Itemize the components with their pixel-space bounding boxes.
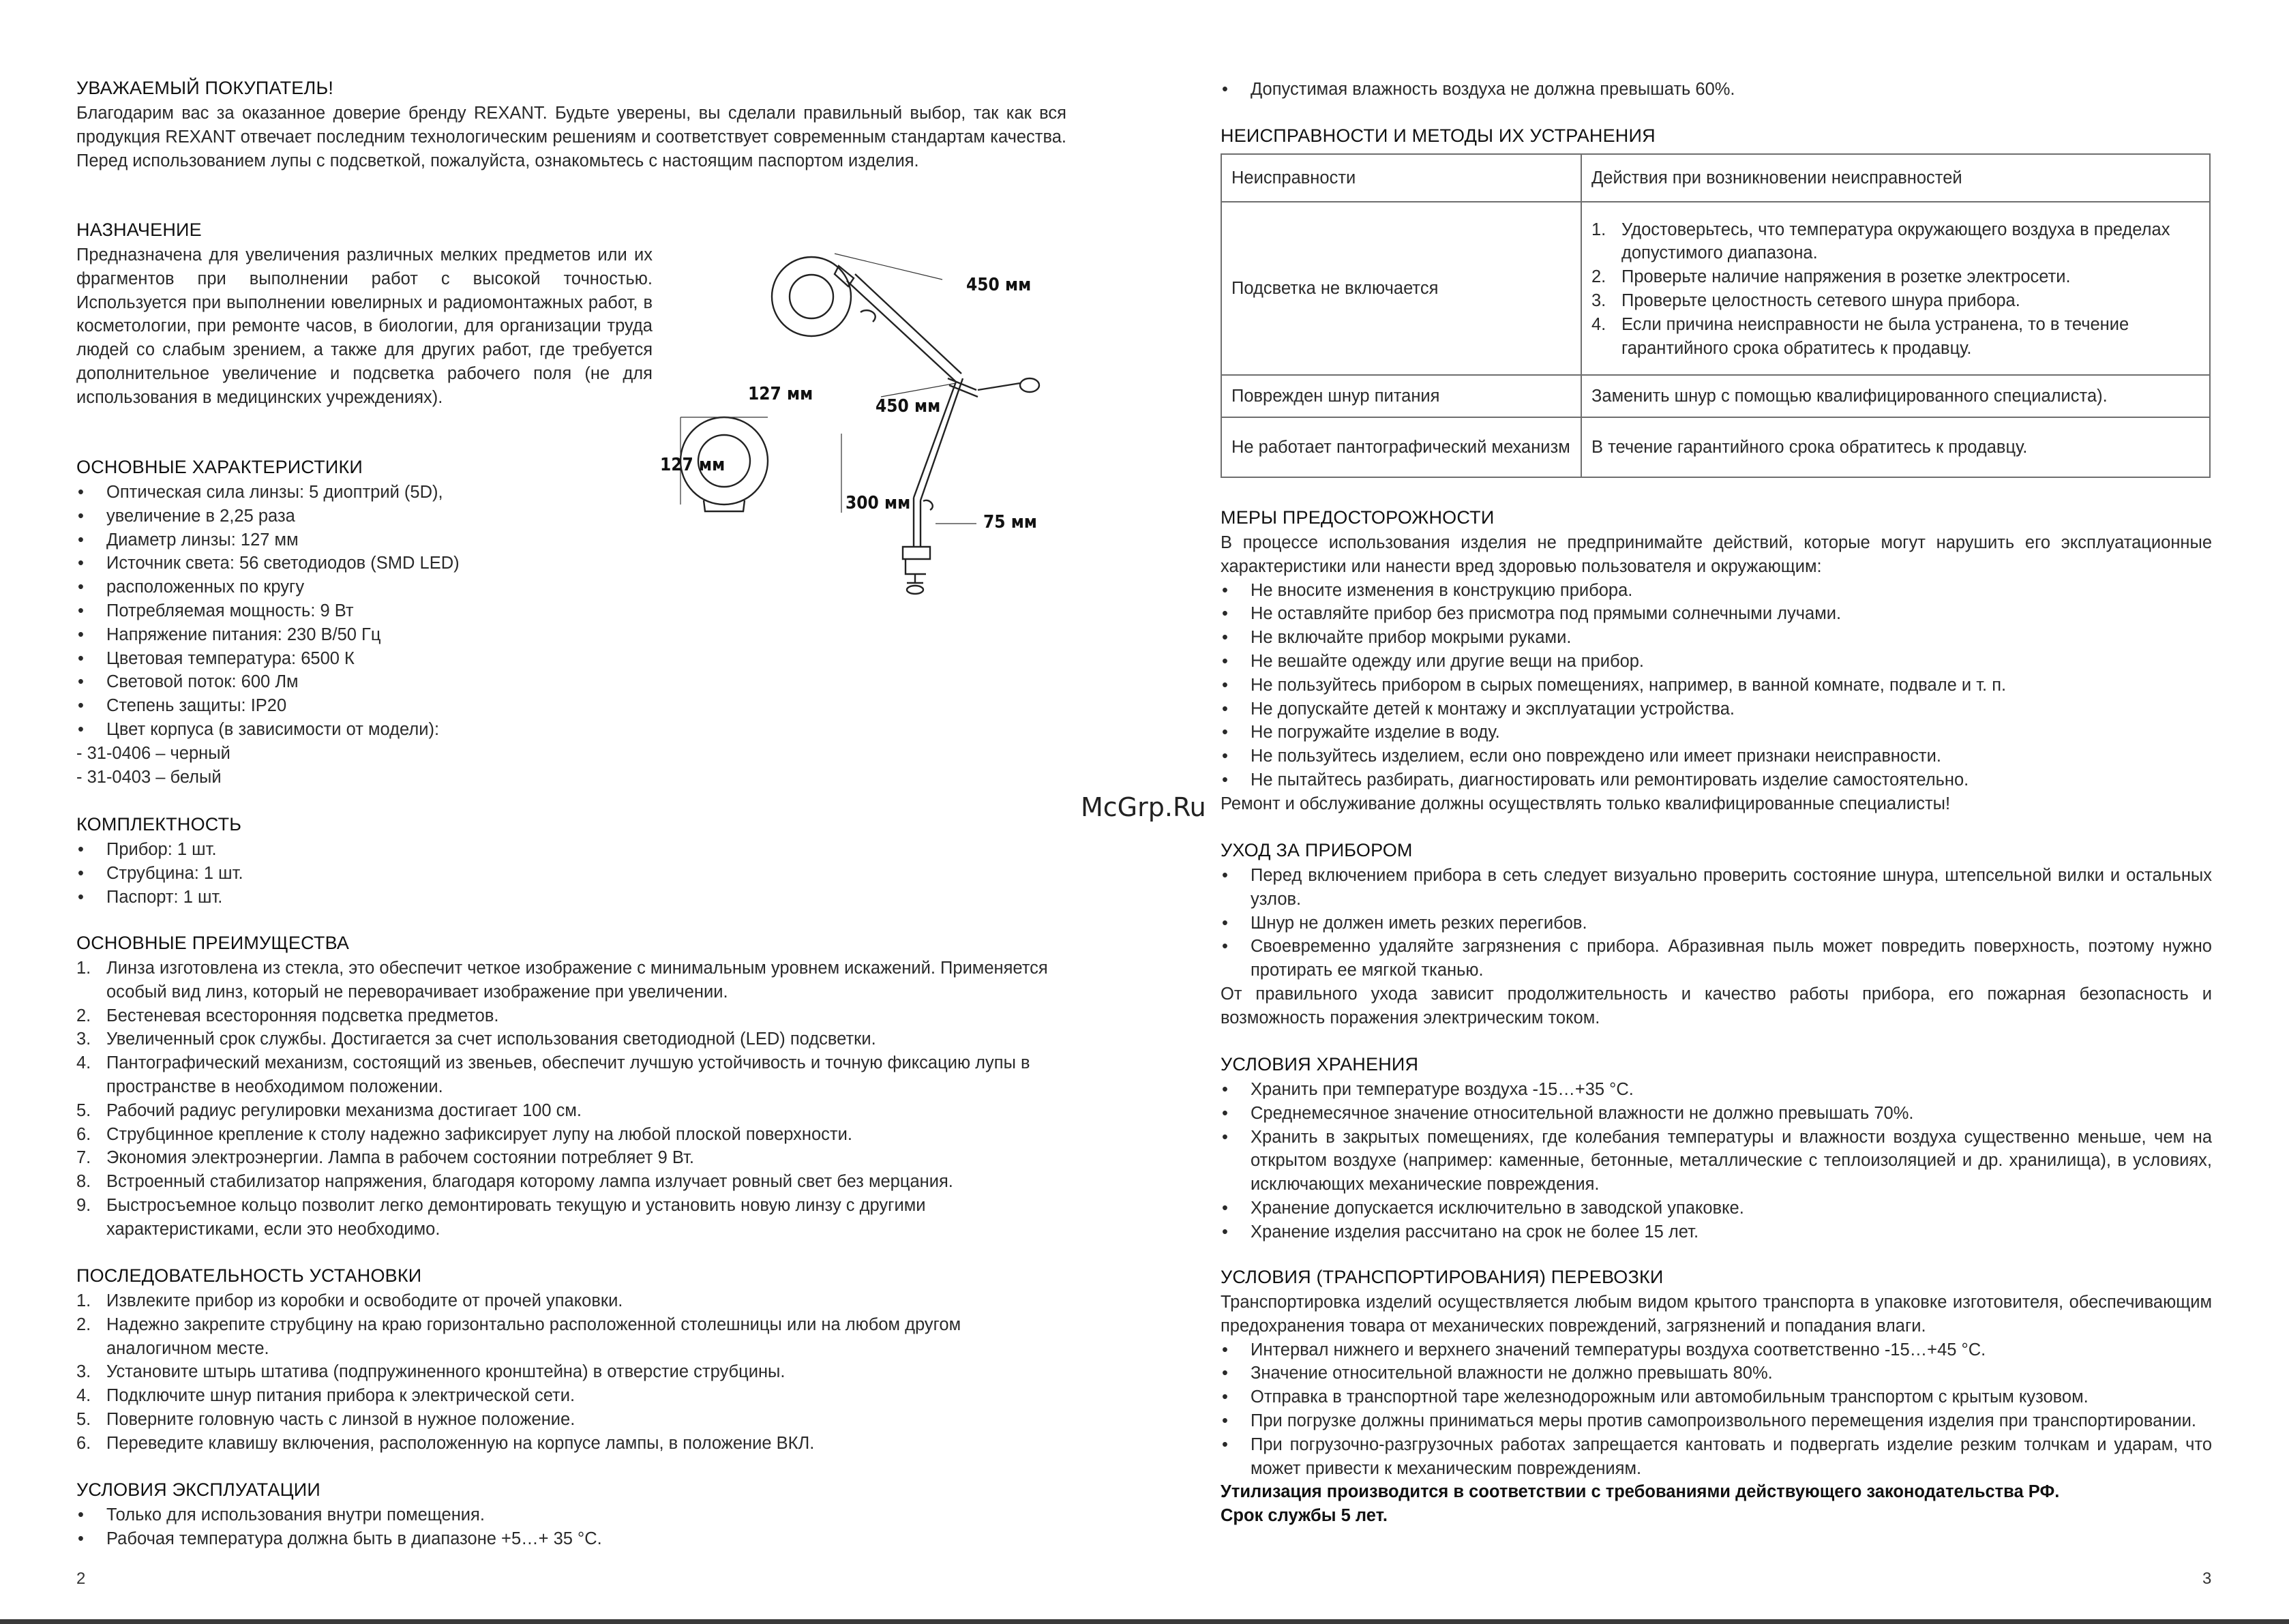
lamp-counterweight	[1020, 378, 1039, 392]
list-item: • Не вешайте одежду или другие вещи на прибор.	[1221, 650, 2212, 674]
list-item: • Не включайте прибор мокрыми руками.	[1221, 626, 2212, 650]
table-cell-fault: Подсветка не включается	[1221, 202, 1581, 375]
list-item	[76, 1432, 1066, 1456]
lifetime-note: Срок службы 5 лет.	[1221, 1506, 1388, 1526]
specs-title: ОСНОВНЫЕ ХАРАКТЕРИСТИКИ	[76, 457, 363, 477]
dimension-labels	[660, 275, 1037, 532]
list-item	[1591, 313, 2200, 361]
watermark: McGrp.Ru	[1081, 792, 1206, 822]
list-item-number: 6.	[76, 1124, 91, 1144]
list-item-text: Если причина неисправности не была устранена, то в течение гарантийного срока обратитесь к продавцу.	[1621, 314, 2129, 358]
table-cell-action: В течение гарантийного срока обратитесь к продавцу.	[1581, 417, 2210, 477]
greeting-title: УВАЖАЕМЫЙ ПОКУПАТЕЛЬ!	[76, 78, 334, 98]
list-item: • Цвет корпуса (в зависимости от модели):	[76, 718, 653, 742]
bottom-rule	[0, 1619, 2289, 1624]
trouble-actions-list	[1591, 217, 2200, 361]
contents-section	[76, 813, 653, 909]
table-cell-action: Заменить шнур с помощью квалифицированного специалиста).	[1581, 375, 2210, 417]
lamp-spring-rod	[978, 383, 1020, 390]
list-item: • Значение относительной влажности не должно превышать 80%.	[1221, 1362, 2212, 1385]
list-item: • Хранение изделия рассчитано на срок не более 15 лет.	[1221, 1220, 2212, 1244]
lamp-head-hinge	[835, 266, 854, 286]
lamp-head-ring	[772, 257, 851, 336]
list-item: • Своевременно удаляйте загрязнения с прибора. Абразивная пыль может повредить поверхность, поэтому нужно протирать ее мягкой тканью.	[1221, 935, 2212, 982]
precautions-intro: В процессе использования изделия не предпринимайте действий, которые могут нарушить его эксплуатационные характеристики или нанести вред здоровью пользователя и окружающим:	[1221, 533, 2212, 576]
list-item: • Степень защиты: IP20	[76, 694, 653, 718]
list-item: • Оптическая сила линзы: 5 диоптрий (5D),	[76, 481, 653, 505]
list-item: • Хранение допускается исключительно в заводской упаковке.	[1221, 1197, 2212, 1220]
operation-title: УСЛОВИЯ ЭКСПЛУАТАЦИИ	[76, 1479, 320, 1500]
table-cell-actions	[1581, 202, 2210, 375]
list-item	[76, 1004, 1066, 1028]
list-item: • Не пользуйтесь изделием, если оно повреждено или имеет признаки неисправности.	[1221, 745, 2212, 768]
lamp-knob-upper	[861, 310, 876, 322]
page-number-left: 2	[76, 1569, 86, 1588]
list-item-text: Увеличенный срок службы. Достигается за счет использования светодиодной (LED) подсветки.	[106, 1029, 876, 1049]
list-item	[76, 1289, 1066, 1313]
list-item-number: 4.	[76, 1053, 91, 1073]
list-item: • Диаметр линзы: 127 мм	[76, 528, 653, 552]
list-item-text: Экономия электроэнергии. Лампа в рабочем состоянии потребляет 9 Вт.	[106, 1148, 694, 1168]
storage-title: УСЛОВИЯ ХРАНЕНИЯ	[1221, 1054, 1419, 1074]
list-item	[76, 1384, 1066, 1408]
installation-title: ПОСЛЕДОВАТЕЛЬНОСТЬ УСТАНОВКИ	[76, 1265, 422, 1286]
list-item-text: Встроенный стабилизатор напряжения, благодаря которому лампа излучает ровный свет без мерцания.	[106, 1172, 953, 1192]
operation-section	[76, 1478, 1066, 1551]
care-list	[1221, 864, 2212, 982]
list-item-number: 3.	[76, 1029, 91, 1049]
list-item: • Хранить при температуре воздуха -15…+35 °С.	[1221, 1078, 2212, 1102]
list-item-number: 3.	[1591, 291, 1606, 310]
list-item-number: 5.	[76, 1100, 91, 1120]
troubleshooting-title: НЕИСПРАВНОСТИ И МЕТОДЫ ИХ УСТРАНЕНИЯ	[1221, 125, 1656, 146]
list-item-number: 2.	[76, 1314, 91, 1334]
list-item-number: 1.	[1591, 220, 1606, 239]
greeting-section	[76, 76, 1066, 172]
list-item-number: 3.	[76, 1362, 91, 1382]
list-item: • увеличение в 2,25 раза	[76, 505, 653, 528]
table-row	[1221, 417, 2210, 477]
transport-section	[1221, 1265, 2212, 1528]
greeting-text: Благодарим вас за оказанное доверие бренду REXANT. Будьте уверены, вы сделали правильный выбор, так как вся продукция REXANT отвечает последним технологическим решениям и соответствует современным стандартам качества. Перед использованием лупы с подсветкой, пожалуйста, ознакомьтесь с настоящим паспортом изделия.	[76, 104, 1066, 170]
list-item	[76, 1360, 1066, 1384]
lamp-head-lens	[790, 275, 833, 318]
lamp-clamp-knob	[907, 586, 923, 594]
dim-label-lens-height: 127 мм	[660, 455, 725, 475]
list-item	[76, 1170, 1066, 1194]
list-item	[76, 1408, 1066, 1432]
purpose-section	[76, 218, 653, 410]
table-header-row	[1221, 154, 2210, 202]
list-item: • Шнур не должен иметь резких перегибов.	[1221, 912, 2212, 935]
list-item-number: 4.	[1591, 314, 1606, 334]
dim-line-arm-lower	[881, 383, 956, 397]
list-item-text: Линза изготовлена из стекла, это обеспечит четкое изображение с минимальным уровнем искажений. Применяется особый вид линз, который не переворачивает изображение при увеличении.	[106, 959, 1048, 1002]
list-item: • расположенных по кругу	[76, 575, 653, 599]
list-item	[1591, 218, 2200, 266]
lamp-upper-arm	[847, 274, 961, 382]
purpose-title: НАЗНАЧЕНИЕ	[76, 220, 202, 240]
list-item-text: Проверьте целостность сетевого шнура прибора.	[1621, 291, 2020, 310]
list-item-text: Рабочий радиус регулировки механизма достигает 100 см.	[106, 1100, 582, 1120]
transport-intro: Транспортировка изделий осуществляется любым видом крытого транспорта в упаковке изготовителя, обеспечивающим предохранения товара от механических повреждений, загрязнений и попадания влаги.	[1221, 1293, 2212, 1336]
list-item: • Не оставляйте прибор без присмотра под прямыми солнечными лучами.	[1221, 602, 2212, 626]
list-item-number: 9.	[76, 1195, 91, 1215]
table-header-action: Действия при возникновении неисправностей	[1581, 154, 2210, 202]
list-item-text: Струбцинное крепление к столу надежно зафиксирует лупу на любой плоской поверхности.	[106, 1124, 852, 1144]
advantages-list	[76, 957, 1066, 1242]
installation-list	[76, 1289, 1066, 1456]
list-item: • При погрузке должны приниматься меры против самопроизвольного перемещения изделия при транспортировании.	[1221, 1409, 2212, 1433]
list-item: • Потребляемая мощность: 9 Вт	[76, 599, 653, 623]
lamp-drawing	[680, 257, 1039, 594]
list-item	[1591, 289, 2200, 313]
installation-section	[76, 1264, 1066, 1456]
list-item-number: 1.	[76, 959, 91, 978]
list-item-number: 2.	[1591, 267, 1606, 287]
list-item: • Цветовая температура: 6500 К	[76, 647, 653, 671]
advantages-title: ОСНОВНЫЕ ПРЕИМУЩЕСТВА	[76, 933, 350, 953]
care-outro: От правильного ухода зависит продолжительность и качество работы прибора, его пожарная безопасность и возможность поражения электрическим током.	[1221, 984, 2212, 1027]
list-item-number: 4.	[76, 1386, 91, 1406]
list-item: - 31-0403 – белый	[76, 767, 222, 787]
list-item: • Рабочая температура должна быть в диапазоне +5…+ 35 °С.	[76, 1527, 1066, 1551]
list-item	[76, 1051, 1066, 1099]
list-item	[76, 1123, 1066, 1147]
list-item-number: 8.	[76, 1172, 91, 1192]
table-row	[1221, 375, 2210, 417]
humidity-note: • Допустимая влажность воздуха не должна превышать 60%.	[1221, 78, 2212, 102]
transport-list	[1221, 1338, 2212, 1481]
table-cell-fault: Поврежден шнур питания	[1221, 375, 1581, 417]
table-cell-fault: Не работает пантографический механизм	[1221, 417, 1581, 477]
precautions-title: МЕРЫ ПРЕДОСТОРОЖНОСТИ	[1221, 507, 1495, 528]
storage-list	[1221, 1078, 2212, 1244]
lamp-clamp-screw	[907, 574, 923, 583]
list-item-text: Поверните головную часть с линзой в нужное положение.	[106, 1409, 575, 1429]
operation-list	[76, 1503, 1066, 1551]
list-item	[1591, 265, 2200, 289]
list-item	[76, 1027, 1066, 1051]
table-header-fault: Неисправности	[1221, 154, 1581, 202]
list-item-text: Подключите шнур питания прибора к электрической сети.	[106, 1386, 575, 1406]
precautions-section	[1221, 506, 2212, 816]
care-title: УХОД ЗА ПРИБОРОМ	[1221, 840, 1413, 860]
list-item: • Не погружайте изделие в воду.	[1221, 721, 2212, 745]
list-item	[76, 1146, 1066, 1170]
list-item: • Струбцина: 1 шт.	[76, 862, 653, 886]
list-item: • При погрузочно-разгрузочных работах запрещается кантовать и подвергать изделие резким толчкам и ударам, что может привести к механическим повреждениям.	[1221, 1433, 2212, 1481]
list-item-text: Переведите клавишу включения, расположенную на корпусе лампы, в положение ВКЛ.	[106, 1433, 815, 1453]
dimension-lines	[680, 254, 976, 524]
list-item-text: Пантографический механизм, состоящий из звеньев, обеспечит лучшую устойчивость и точную фиксацию лупы в пространстве в необходимом положении.	[106, 1053, 1030, 1096]
list-item: • Только для использования внутри помещения.	[76, 1503, 1066, 1527]
list-item-text: Проверьте наличие напряжения в розетке электросети.	[1621, 267, 2071, 287]
list-item-number: 5.	[76, 1409, 91, 1429]
list-item-text: Быстросъемное кольцо позволит легко демонтировать текущую и установить новую линзу с другими характеристиками, если это необходимо.	[106, 1195, 926, 1239]
lamp-pole	[914, 498, 921, 547]
lamp-knob-lower	[923, 500, 933, 510]
storage-section	[1221, 1053, 2212, 1244]
troubleshooting-section	[1221, 124, 2212, 478]
advantages-section	[76, 931, 1066, 1242]
list-item-number: 6.	[76, 1433, 91, 1453]
list-item-text: Удостоверьтесь, что температура окружающего воздуха в пределах допустимого диапазона.	[1621, 220, 2170, 263]
list-item: • Не допускайте детей к монтажу и эксплуатации устройства.	[1221, 697, 2212, 721]
list-item: • Световой поток: 600 Лм	[76, 670, 653, 694]
list-item-text: Бестеневая всесторонняя подсветка предметов.	[106, 1006, 499, 1025]
specs-list	[76, 481, 653, 742]
specs-section	[76, 455, 653, 789]
list-item: • Не пытайтесь разбирать, диагностировать или ремонтировать изделие самостоятельно.	[1221, 768, 2212, 792]
humidity-section	[1221, 78, 2212, 102]
list-item-number: 1.	[76, 1291, 91, 1310]
precautions-list	[1221, 579, 2212, 792]
list-item: • Интервал нижнего и верхнего значений температуры воздуха соответственно -15…+45 °С.	[1221, 1338, 2212, 1362]
list-item-number: 7.	[76, 1148, 91, 1168]
list-item: • Не пользуйтесь прибором в сырых помещениях, например, в ванной комнате, подвале и т. п.	[1221, 674, 2212, 697]
lamp-dimension-figure	[656, 239, 1072, 600]
lamp-clamp-top	[903, 547, 930, 559]
list-item-text: Установите штырь штатива (подпружиненного кронштейна) в отверстие струбцины.	[106, 1362, 786, 1382]
list-item-text: Надежно закрепите струбцину на краю горизонтально расположенной столешницы или на любом другом аналогичном месте.	[106, 1314, 961, 1358]
list-item: - 31-0406 – черный	[76, 743, 230, 763]
troubleshooting-table	[1221, 153, 2211, 478]
list-item: • Напряжение питания: 230 В/50 Гц	[76, 623, 653, 647]
list-item: • Хранить в закрытых помещениях, где колебания температуры и влажности воздуха существенно меньше, чем на открытом воздухе (например: каменные, бетонные, металлические с теплоизоляцией и др. хранилища), в условиях, исключающих механические повреждения.	[1221, 1126, 2212, 1197]
disposal-note: Утилизация производится в соответствии с требованиями действующего законодательства РФ.	[1221, 1482, 2060, 1502]
models-list	[76, 742, 653, 790]
list-item: • Источник света: 56 светодиодов (SMD LED)	[76, 552, 653, 575]
purpose-text: Предназначена для увеличения различных мелких предметов или их фрагментов при выполнении работ с высокой точностью. Используется при выполнении ювелирных и радиомонтажных работ, в косметологии, при ремонте часов, в биологии, для организации труда людей со слабым зрением, а также для других работ, где требуется дополнительное увеличение и подсветка рабочего поля (не для использования в медицинских учреждениях).	[76, 245, 653, 407]
dim-label-clamp: 75 мм	[983, 512, 1037, 532]
list-item	[76, 1099, 1066, 1123]
list-item-number: 2.	[76, 1006, 91, 1025]
dim-label-lens-width: 127 мм	[748, 384, 813, 404]
page-number-right: 3	[2202, 1569, 2212, 1588]
list-item-text: Извлеките прибор из коробки и освободите от прочей упаковки.	[106, 1291, 623, 1310]
table-row	[1221, 202, 2210, 375]
list-item: • Отправка в транспортной таре железнодорожным или автомобильным транспортом с крытым кузовом.	[1221, 1385, 2212, 1409]
transport-title: УСЛОВИЯ (ТРАНСПОРТИРОВАНИЯ) ПЕРЕВОЗКИ	[1221, 1267, 1664, 1287]
right-page	[1221, 0, 2212, 1624]
dim-label-arm-lower: 450 мм	[876, 396, 941, 417]
care-section	[1221, 839, 2212, 1030]
contents-list	[76, 838, 653, 909]
list-item	[76, 1194, 1066, 1242]
list-item	[76, 1313, 1066, 1361]
dim-label-arm-upper: 450 мм	[966, 275, 1032, 295]
list-item: • Перед включением прибора в сеть следует визуально проверить состояние шнура, штепсельной вилки и остальных узлов.	[1221, 864, 2212, 912]
lamp-clamp-body	[906, 559, 926, 574]
list-item: • Среднемесячное значение относительной влажности не должно превышать 70%.	[1221, 1102, 2212, 1126]
list-item: • Не вносите изменения в конструкцию прибора.	[1221, 579, 2212, 603]
list-item	[76, 957, 1066, 1004]
contents-title: КОМПЛЕКТНОСТЬ	[76, 814, 242, 834]
list-item: • Прибор: 1 шт.	[76, 838, 653, 862]
list-item: • Паспорт: 1 шт.	[76, 886, 653, 909]
precautions-outro: Ремонт и обслуживание должны осуществлять только квалифицированные специалисты!	[1221, 794, 1951, 813]
dim-label-stand-height: 300 мм	[846, 493, 911, 513]
